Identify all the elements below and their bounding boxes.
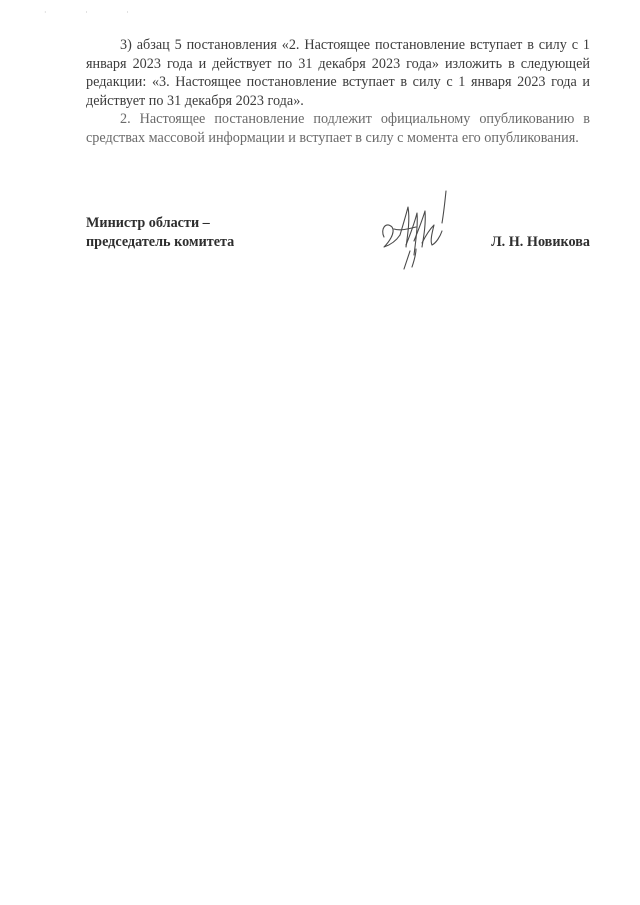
document-body (86, 36, 590, 147)
handwritten-signature (370, 185, 480, 275)
paragraph-amendment-3: 3) абзац 5 постановления «2. Настоящее постановление вступает в силу с 1 января 2023 года и действует по 31 декабря 2023 года» изложить в следующей редакции: «3. Настоящее постановление вступает в силу с 1 января 2023 года и действует по 31 декабря 2023 года». (86, 37, 590, 109)
signer-position-line-2: председатель комитета (86, 233, 235, 250)
scan-artifact-dots: · · · (44, 8, 147, 17)
signature-block (86, 214, 590, 251)
signer-name: Л. Н. Новикова (491, 233, 590, 250)
signer-position-line-1: Министр области – (86, 215, 210, 231)
paragraph-publication-2: 2. Настоящее постановление подлежит официальному опубликованию в средствах массовой информации и вступает в силу с момента его опубликования. (86, 111, 590, 146)
